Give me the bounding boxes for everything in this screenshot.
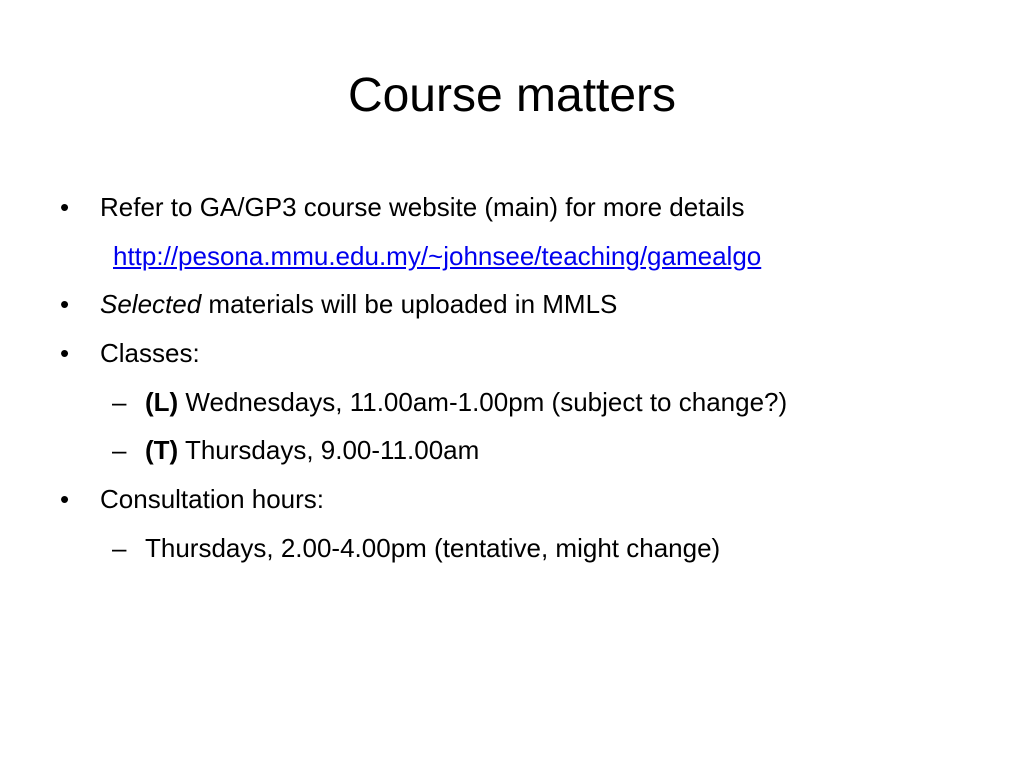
dash-icon: – (112, 532, 127, 563)
course-website-link[interactable]: http://pesona.mmu.edu.my/~johnsee/teaching/gamealgo (113, 240, 762, 271)
slide-body (60, 186, 980, 576)
bullet-item-consultation (60, 478, 980, 527)
dash-icon: – (112, 435, 127, 466)
bullet-icon: • (60, 192, 70, 222)
bullet-text-rest: materials will be uploaded in MMLS (201, 289, 618, 320)
bold-label: (T) (145, 435, 179, 466)
bullet-item-course-website (60, 186, 980, 235)
bullet-icon: • (60, 289, 70, 320)
sub-item-consultation-time (60, 527, 980, 576)
bullet-text: Classes: (100, 338, 200, 369)
sub-item-text-rest: Wednesdays, 11.00am-1.00pm (subject to change?) (178, 386, 788, 417)
sub-item-text (145, 381, 787, 423)
sub-item-text (145, 429, 479, 471)
emphasis-text: Selected (100, 289, 202, 320)
sub-item-text-rest: Thursdays, 9.00-11.00am (178, 435, 480, 466)
bold-label: (L) (145, 386, 179, 417)
bullet-item-materials (60, 283, 980, 332)
sub-item-tutorial (60, 429, 980, 478)
bullet-text: Refer to GA/GP3 course website (main) for more details (100, 192, 745, 222)
bullet-icon: • (60, 338, 70, 369)
bullet-item-classes (60, 332, 980, 381)
dash-icon: – (112, 386, 127, 417)
slide-title: Course matters (347, 69, 677, 122)
sub-item-lecture (60, 381, 980, 430)
bullet-icon: • (60, 484, 70, 515)
bullet-text (100, 283, 617, 325)
sub-item-text: Thursdays, 2.00-4.00pm (tentative, might change) (145, 532, 721, 563)
course-website-link-row (60, 235, 980, 284)
bullet-text: Consultation hours: (100, 484, 325, 515)
